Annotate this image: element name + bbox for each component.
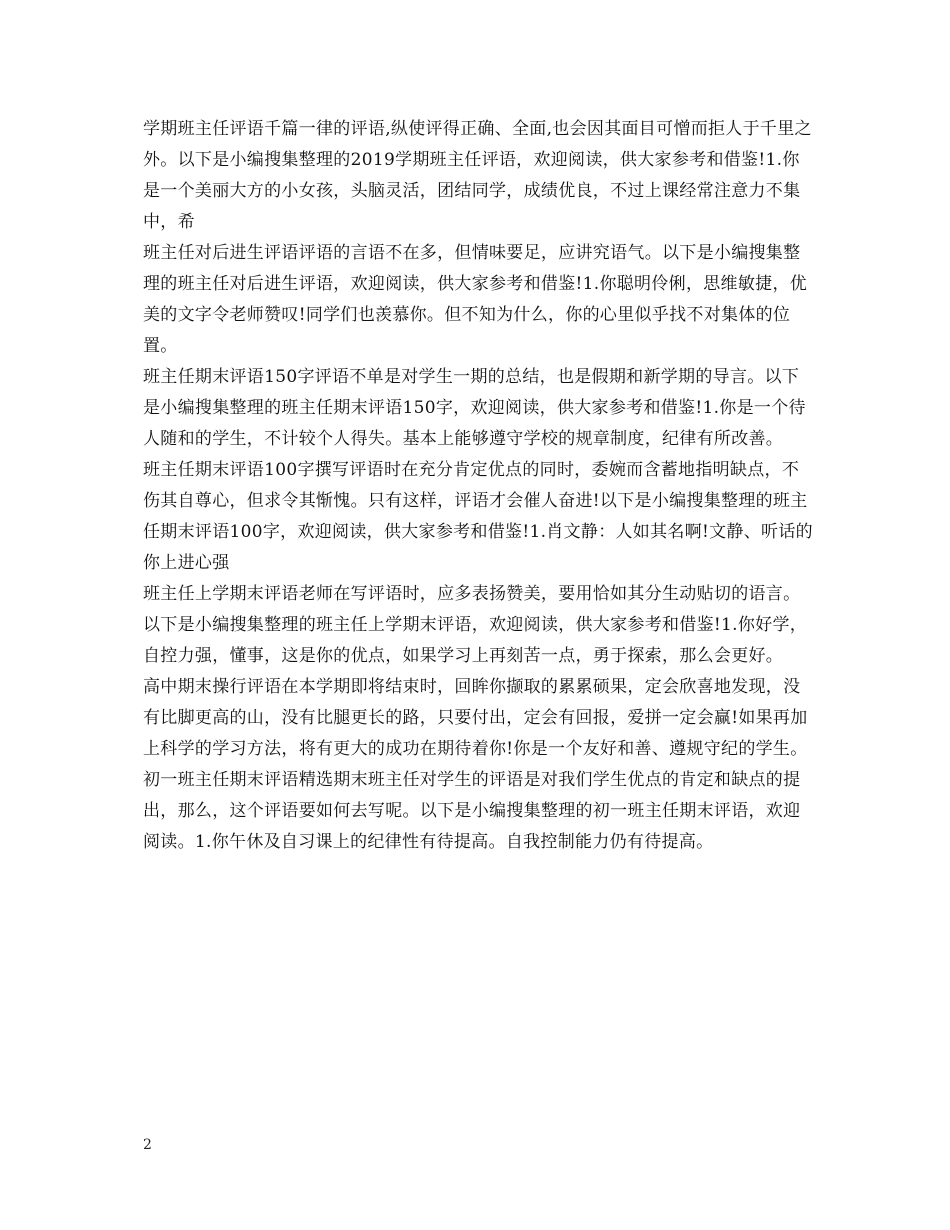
page-number: 2: [143, 1137, 152, 1153]
paragraph-final-comments-100: 班主任期末评语100字撰写评语时在充分肯定优点的同时，委婉而含蓄地指明缺点，不伤其自尊心，但求令其惭愧。只有这样，评语才会催人奋进!以下是小编搜集整理的班主任期末评语100字，欢迎阅读，供大家参考和借鉴!1.肖文静：人如其名啊!文静、听话的你上进心强: [143, 460, 813, 573]
paragraph-underachiever-comments: 班主任对后进生评语评语的言语不在多，但情味要足，应讲究语气。以下是小编搜集整理的班主任对后进生评语，欢迎阅读，供大家参考和借鉴!1.你聪明伶俐，思维敏捷，优美的文字令老师赞叹!同学们也羡慕你。但不知为什么，你的心里似乎找不对集体的位置。: [143, 243, 808, 356]
document-body: [143, 114, 813, 858]
paragraph-semester-comments: 学期班主任评语千篇一律的评语,纵使评得正确、全面,也会因其面目可憎而拒人于千里之外。以下是小编搜集整理的2019学期班主任评语，欢迎阅读，供大家参考和借鉴!1.你是一个美丽大方的小女孩，头脑灵活，团结同学，成绩优良，不过上课经常注意力不集中，希: [143, 119, 812, 232]
paragraph-grade-seven-comments: 初一班主任期末评语精选期末班主任对学生的评语是对我们学生优点的肯定和缺点的提出，那么，这个评语要如何去写呢。以下是小编搜集整理的初一班主任期末评语，欢迎阅读。1.你午休及自习课上的纪律性有待提高。自我控制能力仍有待提高。: [143, 770, 801, 852]
paragraph-high-school-conduct: 高中期末操行评语在本学期即将结束时，回眸你撷取的累累硕果，定会欣喜地发现，没有比脚更高的山，没有比腿更长的路，只要付出，定会有回报，爱拼一定会赢!如果再加上科学的学习方法，将有更大的成功在期待着你!你是一个友好和善、遵规守纪的学生。: [143, 677, 808, 759]
paragraph-final-comments-150: 班主任期末评语150字评语不单是对学生一期的总结，也是假期和新学期的导言。以下是小编搜集整理的班主任期末评语150字，欢迎阅读，供大家参考和借鉴!1.你是一个待人随和的学生，不计较个人得失。基本上能够遵守学校的规章制度，纪律有所改善。: [143, 367, 806, 449]
paragraph-first-semester-comments: 班主任上学期末评语老师在写评语时，应多表扬赞美，要用恰如其分生动贴切的语言。以下是小编搜集整理的班主任上学期末评语，欢迎阅读，供大家参考和借鉴!1.你好学，自控力强，懂事，这是你的优点，如果学习上再刻苦一点，勇于探索，那么会更好。: [143, 584, 808, 666]
